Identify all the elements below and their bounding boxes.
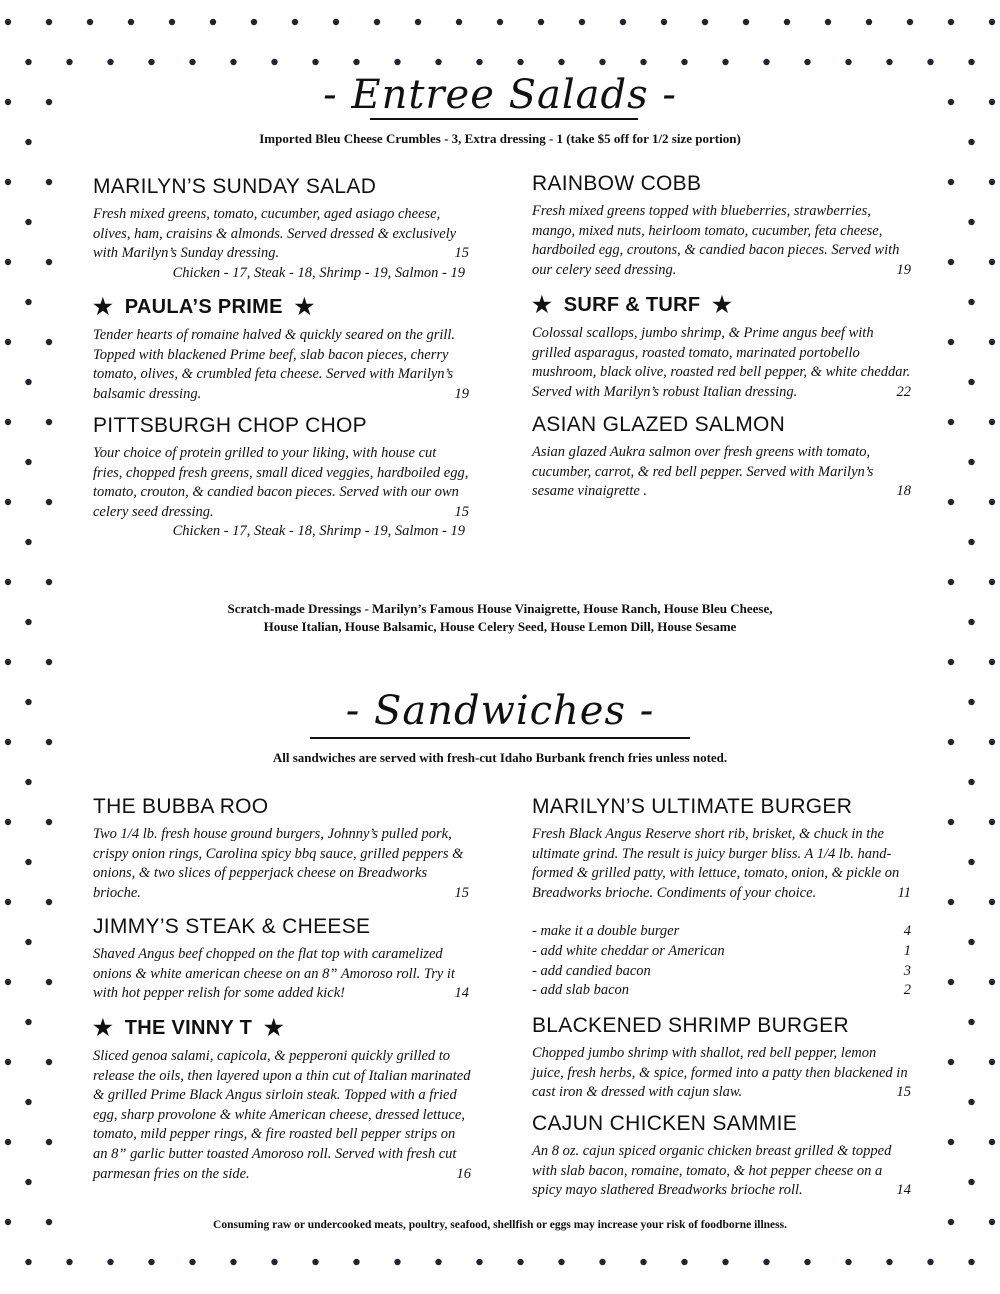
salads-note: Imported Bleu Cheese Crumbles - 3, Extra dressing - 1 (take $5 off for 1/2 size portion)	[259, 131, 741, 146]
polka-dot	[435, 59, 441, 65]
polka-dot	[948, 19, 954, 25]
polka-dot	[25, 1259, 31, 1265]
polka-dot	[968, 59, 974, 65]
dressings-line-2: House Italian, House Balsamic, House Celery Seed, House Lemon Dill, House Sesame	[263, 619, 737, 634]
section-title-salads: - Entree Salads -	[323, 72, 677, 118]
item-name: BLACKENED SHRIMP BURGER	[532, 1014, 849, 1037]
polka-dot	[66, 1259, 72, 1265]
polka-dot	[927, 59, 933, 65]
polka-dot	[989, 419, 995, 425]
polka-dot	[333, 19, 339, 25]
polka-dot	[558, 1259, 564, 1265]
polka-dot	[968, 1099, 974, 1105]
polka-dot	[5, 259, 11, 265]
food-safety-disclaimer: Consuming raw or undercooked meats, poultry, seafood, shellfish or eggs may increase your risk of foodborne illness.	[213, 1219, 787, 1231]
polka-dot	[948, 579, 954, 585]
polka-dot	[210, 19, 216, 25]
polka-dot	[394, 59, 400, 65]
polka-dot	[312, 59, 318, 65]
item-protein-options: Chicken - 17, Steak - 18, Shrimp - 19, Salmon - 19	[172, 523, 465, 540]
polka-dot	[148, 59, 154, 65]
polka-dot	[784, 19, 790, 25]
polka-dot	[968, 779, 974, 785]
polka-dot	[5, 19, 11, 25]
item-price: 16	[456, 1165, 471, 1182]
polka-dot	[25, 299, 31, 305]
polka-dot	[189, 1259, 195, 1265]
item-description: Shaved Angus beef chopped on the flat top with caramelized onions & white american cheese on an 8” Amoroso roll. Try it with hot pepper relish for some added kick!	[93, 946, 455, 1002]
polka-dot	[456, 19, 462, 25]
polka-dot	[5, 339, 11, 345]
item-name: RAINBOW COBB	[532, 172, 702, 195]
item-price: 15	[454, 503, 469, 520]
item-price: 15	[454, 884, 469, 901]
addon-item: - add slab bacon 2	[532, 982, 911, 999]
polka-dot	[107, 59, 113, 65]
polka-dot	[886, 1259, 892, 1265]
polka-dot	[25, 539, 31, 545]
polka-dot	[579, 19, 585, 25]
polka-dot	[968, 459, 974, 465]
star-icon: ★	[532, 292, 553, 317]
polka-dot	[46, 179, 52, 185]
addon-item: - add white cheddar or American 1	[532, 942, 911, 959]
polka-dot	[989, 339, 995, 345]
polka-dot	[825, 19, 831, 25]
polka-dot	[25, 1099, 31, 1105]
polka-dot	[804, 1259, 810, 1265]
polka-dot	[989, 739, 995, 745]
polka-dot	[845, 1259, 851, 1265]
polka-dot	[435, 1259, 441, 1265]
polka-dot	[5, 739, 11, 745]
section-title-sandwiches: - Sandwiches -	[345, 688, 655, 734]
section-rule	[370, 118, 638, 120]
polka-dot	[271, 1259, 277, 1265]
item-name: PITTSBURGH CHOP CHOP	[93, 414, 367, 437]
star-icon: ★	[93, 294, 114, 319]
polka-dot	[886, 59, 892, 65]
menu-item	[532, 1014, 911, 1103]
polka-dot	[46, 1139, 52, 1145]
polka-dot	[804, 59, 810, 65]
item-protein-options: Chicken - 17, Steak - 18, Shrimp - 19, Salmon - 19	[172, 264, 465, 281]
polka-dot	[968, 859, 974, 865]
polka-dot	[968, 539, 974, 545]
polka-dot	[87, 19, 93, 25]
menu-item	[93, 175, 469, 283]
polka-dot	[107, 1259, 113, 1265]
polka-dot	[189, 59, 195, 65]
polka-dot	[948, 339, 954, 345]
polka-dot	[907, 19, 913, 25]
item-name: CAJUN CHICKEN SAMMIE	[532, 1112, 798, 1135]
item-price: 14	[896, 1182, 911, 1199]
polka-dot	[312, 1259, 318, 1265]
polka-dot	[46, 259, 52, 265]
polka-dot	[989, 899, 995, 905]
item-description: Chopped jumbo shrimp with shallot, red bell pepper, lemon juice, fresh herbs, & spice, formed into a patty then blackened in cast iron & dressed with cajun slaw.	[532, 1045, 908, 1101]
polka-dot	[374, 19, 380, 25]
polka-dot	[989, 259, 995, 265]
polka-dot	[948, 739, 954, 745]
polka-dot	[989, 1139, 995, 1145]
polka-dot	[948, 659, 954, 665]
polka-dot	[948, 899, 954, 905]
polka-dot	[5, 819, 11, 825]
polka-dot	[25, 779, 31, 785]
polka-dot	[989, 819, 995, 825]
polka-dot	[66, 59, 72, 65]
item-description: Tender hearts of romaine halved & quickly seared on the grill. Topped with blackened Prime beef, slab bacon pieces, cherry tomato, olives, & crumbled feta cheese. Served with Marilyn’s balsamic dressing.	[93, 327, 456, 402]
polka-dot	[927, 1259, 933, 1265]
polka-dot	[968, 379, 974, 385]
item-description: Colossal scallops, jumbo shrimp, & Prime angus beef with grilled asparagus, roasted tomato, marinated portobello mushroom, black olive, roasted red bell pepper, & white cheddar. Served with Marilyn’s robust Italian dressing.	[532, 325, 911, 400]
polka-dot	[5, 419, 11, 425]
polka-dot	[5, 179, 11, 185]
polka-dot	[5, 899, 11, 905]
polka-dot	[128, 19, 134, 25]
menu-item	[532, 795, 911, 1001]
polka-dot	[968, 299, 974, 305]
item-price: 22	[896, 383, 911, 400]
item-description: Fresh Black Angus Reserve short rib, brisket, & chuck in the ultimate grind. The result is juicy burger bliss. A 1/4 lb. hand-formed & grilled patty, with lettuce, tomato, onion, & pickle on Breadworks brioche. Condiments of your choice.	[532, 826, 900, 901]
polka-dot	[5, 979, 11, 985]
polka-dot	[271, 59, 277, 65]
polka-dot	[46, 19, 52, 25]
polka-dot	[5, 659, 11, 665]
item-price: 14	[454, 985, 469, 1002]
polka-dot	[292, 19, 298, 25]
polka-dot	[476, 1259, 482, 1265]
polka-dot	[394, 1259, 400, 1265]
polka-dot	[251, 19, 257, 25]
polka-dot	[25, 219, 31, 225]
polka-dot	[415, 19, 421, 25]
polka-dot	[948, 1139, 954, 1145]
polka-dot	[497, 19, 503, 25]
polka-dot	[599, 59, 605, 65]
polka-dot	[989, 979, 995, 985]
polka-dot	[476, 59, 482, 65]
item-description: Asian glazed Aukra salmon over fresh greens with tomato, cucumber, carrot, & red bell pepper. Served with Marilyn’s sesame vinaigrette .	[532, 444, 874, 500]
polka-dot	[968, 1179, 974, 1185]
sandwiches-note: All sandwiches are served with fresh-cut Idaho Burbank french fries unless noted.	[272, 750, 728, 765]
item-price: 11	[897, 884, 911, 901]
polka-dot	[722, 1259, 728, 1265]
polka-dot	[948, 259, 954, 265]
polka-dot	[681, 1259, 687, 1265]
item-name: SURF & TURF	[563, 294, 701, 316]
item-price: 15	[454, 245, 469, 262]
item-name: MARILYN’S ULTIMATE BURGER	[532, 795, 853, 818]
star-icon: ★	[263, 1015, 284, 1040]
menu-item	[93, 915, 469, 1004]
item-description: Fresh mixed greens, tomato, cucumber, aged asiago cheese, olives, ham, craisins & almonds. Served dressed & exclusively with Marilyn’s Sunday dressing.	[93, 206, 457, 262]
item-price: 18	[896, 483, 911, 500]
item-description: Fresh mixed greens topped with blueberries, strawberries, mango, mixed nuts, heirloom tomato, cucumber, feta cheese, hardboiled egg, croutons, & candied bacon pieces. Served with our celery seed dressing.	[532, 203, 900, 278]
polka-dot	[763, 1259, 769, 1265]
item-price: 19	[896, 261, 911, 278]
polka-dot	[5, 1059, 11, 1065]
polka-dot	[866, 19, 872, 25]
item-description: Two 1/4 lb. fresh house ground burgers, Johnny’s pulled pork, crispy onion rings, Carolina spicy bbq sauce, grilled peppers & onions, & two slices of pepperjack cheese on Breadworks brioche.	[93, 826, 464, 901]
polka-dot	[640, 1259, 646, 1265]
polka-dot	[148, 1259, 154, 1265]
polka-dot	[169, 19, 175, 25]
menu-item	[532, 172, 911, 280]
item-price: 19	[454, 385, 469, 402]
polka-dot	[353, 59, 359, 65]
polka-dot	[968, 939, 974, 945]
polka-dot	[25, 859, 31, 865]
polka-dot	[948, 179, 954, 185]
polka-dot	[845, 59, 851, 65]
polka-dot	[989, 579, 995, 585]
polka-dot	[948, 819, 954, 825]
polka-dot	[989, 19, 995, 25]
star-icon: ★	[294, 294, 315, 319]
polka-dot	[46, 419, 52, 425]
star-icon: ★	[712, 292, 733, 317]
polka-dot	[599, 1259, 605, 1265]
polka-dot	[681, 59, 687, 65]
polka-dot	[661, 19, 667, 25]
polka-dot	[968, 1019, 974, 1025]
item-description: An 8 oz. cajun spiced organic chicken breast grilled & topped with slab bacon, romaine, tomato, & hot pepper cheese on a spicy mayo slathered Breadworks brioche roll.	[532, 1143, 892, 1199]
polka-dot	[968, 1259, 974, 1265]
polka-dot	[702, 19, 708, 25]
item-name: THE VINNY T	[124, 1017, 253, 1039]
menu-item	[93, 414, 469, 542]
polka-dot	[46, 499, 52, 505]
menu-item	[532, 1112, 911, 1201]
polka-dot	[989, 1059, 995, 1065]
polka-dot	[25, 459, 31, 465]
polka-dot	[538, 19, 544, 25]
item-name: ASIAN GLAZED SALMON	[532, 413, 786, 436]
polka-dot	[46, 579, 52, 585]
polka-dot	[5, 499, 11, 505]
menu-item	[93, 294, 469, 404]
menu-item	[532, 413, 911, 502]
polka-dot	[5, 579, 11, 585]
polka-dot	[230, 1259, 236, 1265]
polka-dot	[46, 739, 52, 745]
polka-dot	[46, 819, 52, 825]
menu-item	[93, 1015, 471, 1184]
addon-item: - make it a double burger 4	[532, 923, 911, 940]
polka-dot	[620, 19, 626, 25]
polka-dot	[722, 59, 728, 65]
polka-dot	[517, 1259, 523, 1265]
polka-dot	[948, 979, 954, 985]
polka-dot	[989, 499, 995, 505]
polka-dot	[948, 499, 954, 505]
polka-dot	[230, 59, 236, 65]
polka-dot	[25, 1179, 31, 1185]
polka-dot	[743, 19, 749, 25]
star-icon: ★	[93, 1015, 114, 1040]
item-name: PAULA’S PRIME	[124, 296, 283, 318]
item-description: Your choice of protein grilled to your liking, with house cut fries, chopped fresh greens, small diced veggies, hardboiled egg, tomato, crouton, & candied bacon pieces. Served with our own celery seed dressing.	[93, 445, 469, 520]
polka-dot	[46, 1059, 52, 1065]
polka-dot	[46, 979, 52, 985]
item-price: 15	[896, 1084, 911, 1101]
polka-dot	[25, 379, 31, 385]
polka-dot	[5, 1139, 11, 1145]
polka-dot	[640, 59, 646, 65]
polka-dot	[948, 419, 954, 425]
polka-dot	[517, 59, 523, 65]
polka-dot	[989, 179, 995, 185]
polka-dot	[46, 339, 52, 345]
polka-dot	[25, 939, 31, 945]
polka-dot	[46, 899, 52, 905]
polka-dot	[763, 59, 769, 65]
polka-dot	[353, 1259, 359, 1265]
polka-dot	[25, 1019, 31, 1025]
polka-dot	[46, 659, 52, 665]
polka-dot	[989, 659, 995, 665]
section-rule	[310, 737, 690, 739]
polka-dot	[25, 59, 31, 65]
item-description: Sliced genoa salami, capicola, & pepperoni quickly grilled to release the oils, then layered upon a thin cut of Italian marinated & grilled Prime Black Angus sirloin steak. Topped with a fried egg, sharp provolone & white American cheese, dressed lettuce, tomato, mild pepper rings, & fire roasted bell pepper strips on an 8” garlic butter toasted Amoroso roll. Served with fresh cut parmesan fries on the side.	[93, 1048, 471, 1182]
addon-item: - add candied bacon 3	[532, 962, 911, 979]
polka-dot	[948, 1059, 954, 1065]
menu-item	[532, 292, 911, 402]
item-name: JIMMY’S STEAK & CHEESE	[93, 915, 371, 938]
menu-item	[93, 795, 469, 903]
dressings-line-1: Scratch-made Dressings - Marilyn’s Famous House Vinaigrette, House Ranch, House Bleu Cheese,	[227, 601, 773, 616]
item-name: MARILYN’S SUNDAY SALAD	[93, 175, 377, 198]
burger-addons-list	[532, 922, 911, 1000]
polka-dot	[968, 219, 974, 225]
item-name: THE BUBBA ROO	[93, 795, 269, 818]
polka-dot	[558, 59, 564, 65]
